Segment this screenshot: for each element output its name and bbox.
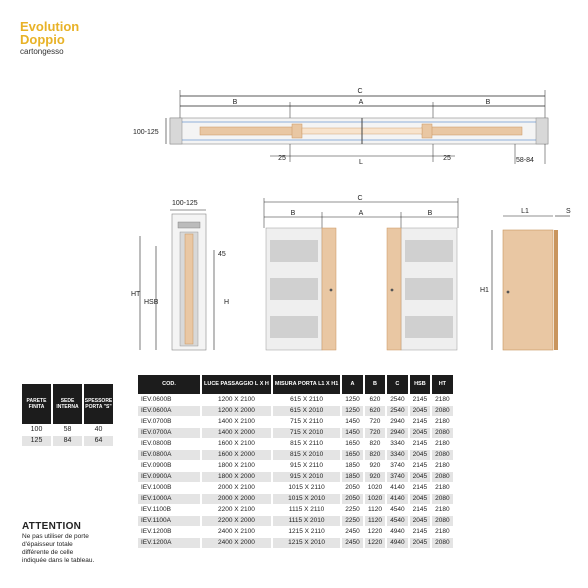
wall-thickness-table xyxy=(22,384,114,446)
table-cell: 2080 xyxy=(432,406,452,416)
table-cell: IEV.1100B xyxy=(141,506,171,513)
table-cell: 3340 xyxy=(390,440,405,447)
table-cell: 1020 xyxy=(367,484,383,491)
table-cell: 2000 X 2100 xyxy=(218,484,255,491)
dim-width-top: 100-125 xyxy=(133,129,159,136)
table-row xyxy=(138,527,453,537)
table-cell: 1120 xyxy=(365,516,385,526)
table-cell: 2080 xyxy=(432,428,452,438)
table-cell: 2200 X 2100 xyxy=(218,506,255,513)
side-header-cell: PARETE FINITA xyxy=(22,384,51,424)
table-cell: 2080 xyxy=(432,450,452,460)
table-cell: 2180 xyxy=(435,396,450,403)
table-cell: 1215 X 2010 xyxy=(273,538,340,548)
table-row xyxy=(138,450,453,460)
table-cell: 2145 xyxy=(412,418,428,425)
dim-h1: H1 xyxy=(480,287,489,294)
table-cell: 1200 X 2000 xyxy=(202,406,271,416)
dim-a-front: A xyxy=(358,210,364,217)
table-cell: 2540 xyxy=(390,396,405,403)
table-cell: 2180 xyxy=(435,484,450,491)
dim-b-right-top: B xyxy=(485,99,491,106)
table-cell: 2180 xyxy=(435,506,450,513)
col-header-b: B xyxy=(365,375,385,394)
plan-view xyxy=(133,88,548,166)
title-line-1: Evolution xyxy=(20,19,80,34)
table-cell: 1200 X 2100 xyxy=(218,396,255,403)
col-header-door: MISURA PORTA L1 X H1 xyxy=(273,375,340,394)
table-cell: 2180 xyxy=(435,462,450,469)
attention-line: d'épaisseur totale xyxy=(22,541,73,548)
table-cell: IEV.0900B xyxy=(141,462,172,469)
side-cell: 125 xyxy=(22,436,51,446)
table-cell: 2145 xyxy=(412,462,428,469)
table-row xyxy=(138,494,453,504)
side-cell: 100 xyxy=(30,426,43,433)
dim-l1: L1 xyxy=(521,208,529,215)
table-row xyxy=(138,505,453,515)
table-cell: IEV.1000A xyxy=(138,494,200,504)
table-cell: 2045 xyxy=(410,494,430,504)
table-cell: 2045 xyxy=(410,516,430,526)
table-cell: IEV.1200B xyxy=(141,528,172,535)
table-cell: 715 X 2010 xyxy=(273,428,340,438)
dim-gap-left: 25 xyxy=(278,155,286,162)
table-cell: IEV.0700A xyxy=(138,428,200,438)
col-header-code: COD. xyxy=(138,375,200,394)
table-cell: 4540 xyxy=(390,506,405,513)
table-cell: IEV.1000B xyxy=(141,484,172,491)
table-cell: 815 X 2110 xyxy=(290,440,323,447)
side-table-row xyxy=(22,425,114,435)
table-cell: 2940 xyxy=(387,428,407,438)
section-view xyxy=(131,200,229,350)
table-cell: 615 X 2010 xyxy=(273,406,340,416)
table-cell: 2045 xyxy=(410,406,430,416)
table-body xyxy=(138,395,453,548)
table-row xyxy=(138,395,453,405)
side-table-row xyxy=(22,436,114,446)
table-cell: 4540 xyxy=(387,516,407,526)
dim-gap-right: 25 xyxy=(443,155,451,162)
dim-b-left-front: B xyxy=(290,210,296,217)
table-header-row xyxy=(138,375,453,394)
table-cell: 1120 xyxy=(367,506,382,513)
table-cell: 1250 xyxy=(342,406,362,416)
table-cell: 2145 xyxy=(412,506,428,513)
table-cell: 615 X 2110 xyxy=(290,396,323,403)
table-cell: IEV.0600A xyxy=(138,406,200,416)
table-cell: 1800 X 2000 xyxy=(202,472,271,482)
dim-b-left-top: B xyxy=(232,99,238,106)
table-cell: 1220 xyxy=(367,528,383,535)
table-cell: 920 xyxy=(369,462,381,469)
table-cell: 1650 xyxy=(345,440,360,447)
dim-l-top: L xyxy=(359,159,363,166)
table-cell: 1115 X 2010 xyxy=(273,516,340,526)
col-header-hsb: HSB xyxy=(410,375,430,394)
table-cell: 2145 xyxy=(412,484,428,491)
table-cell: IEV.1100A xyxy=(138,516,200,526)
table-cell: 3340 xyxy=(387,450,407,460)
dim-hsb: HSB xyxy=(144,299,159,306)
table-row xyxy=(138,417,453,427)
side-cell: 84 xyxy=(53,436,82,446)
table-cell: 2180 xyxy=(435,528,450,535)
table-cell: 4940 xyxy=(390,528,405,535)
table-cell: 4940 xyxy=(387,538,407,548)
table-cell: 2045 xyxy=(410,428,430,438)
table-cell: 1400 X 2000 xyxy=(202,428,271,438)
dim-h: H xyxy=(224,299,230,306)
dim-side-top: 58-84 xyxy=(516,157,534,164)
table-cell: 2400 X 2000 xyxy=(202,538,271,548)
dim-45: 45 xyxy=(218,251,226,258)
table-cell: 2400 X 2100 xyxy=(218,528,255,535)
table-cell: 2045 xyxy=(410,450,430,460)
table-cell: 2180 xyxy=(435,440,450,447)
dimensions-table xyxy=(136,374,455,549)
table-cell: 715 X 2110 xyxy=(290,418,323,425)
table-cell: 1450 xyxy=(345,418,360,425)
table-cell: 1650 xyxy=(342,450,362,460)
table-cell: 915 X 2010 xyxy=(273,472,340,482)
side-cell: 58 xyxy=(63,426,72,433)
attention-heading: ATTENTION xyxy=(22,521,82,532)
table-cell: 1215 X 2110 xyxy=(288,528,325,535)
table-cell: IEV.1200A xyxy=(138,538,200,548)
table-row xyxy=(138,472,453,482)
table-cell: 620 xyxy=(365,406,385,416)
dim-s: S xyxy=(566,208,571,215)
table-row xyxy=(138,516,453,526)
table-cell: 815 X 2010 xyxy=(273,450,340,460)
side-cell: 40 xyxy=(94,426,103,433)
col-header-passage: LUCE PASSAGGIO L X H xyxy=(202,375,271,394)
table-cell: 2045 xyxy=(410,538,430,548)
attention-line: Ne pas utiliser de porte xyxy=(22,533,89,540)
table-cell: IEV.0800B xyxy=(141,440,172,447)
table-cell: 1850 xyxy=(345,462,360,469)
page-subtitle: cartongesso xyxy=(20,47,64,56)
table-cell: 820 xyxy=(369,440,381,447)
table-cell: IEV.0600B xyxy=(141,396,172,403)
table-row xyxy=(138,406,453,416)
dim-width-section: 100-125 xyxy=(172,200,198,207)
table-cell: 1250 xyxy=(345,396,360,403)
table-cell: 1015 X 2110 xyxy=(288,484,325,491)
side-table-header xyxy=(22,384,114,424)
table-cell: 2450 xyxy=(345,528,360,535)
table-cell: 1015 X 2010 xyxy=(273,494,340,504)
table-row xyxy=(138,428,453,438)
col-header-a: A xyxy=(342,375,362,394)
table-cell: 1600 X 2100 xyxy=(218,440,255,447)
col-header-c: C xyxy=(387,375,407,394)
table-cell: 1850 xyxy=(342,472,362,482)
front-view xyxy=(264,195,458,350)
door-leaf-view xyxy=(480,208,571,350)
table-cell: 3740 xyxy=(390,462,405,469)
table-cell: 4140 xyxy=(387,494,407,504)
table-row xyxy=(138,439,453,449)
table-cell: 2940 xyxy=(390,418,405,425)
dim-b-right-front: B xyxy=(427,210,433,217)
table-cell: IEV.0700B xyxy=(141,418,172,425)
table-cell: 1800 X 2100 xyxy=(218,462,255,469)
side-cell: 64 xyxy=(84,436,113,446)
table-cell: 720 xyxy=(365,428,385,438)
table-cell: 1600 X 2000 xyxy=(202,450,271,460)
table-cell: IEV.0900A xyxy=(138,472,200,482)
table-cell: 720 xyxy=(369,418,381,425)
table-cell: 1115 X 2110 xyxy=(288,506,325,513)
table-cell: 2080 xyxy=(432,516,452,526)
side-header-cell: SEDE INTERNA xyxy=(53,384,82,424)
table-cell: 915 X 2110 xyxy=(290,462,323,469)
side-header-cell: SPESSORE PORTA "S" xyxy=(84,384,113,424)
table-cell: 920 xyxy=(365,472,385,482)
table-cell: 2000 X 2000 xyxy=(202,494,271,504)
table-row xyxy=(138,461,453,471)
table-cell: 3740 xyxy=(387,472,407,482)
dim-c-top: C xyxy=(357,88,363,95)
table-cell: 2250 xyxy=(342,516,362,526)
table-cell: 620 xyxy=(369,396,381,403)
dim-c-front: C xyxy=(357,195,363,202)
table-cell: 2050 xyxy=(342,494,362,504)
table-cell: 1450 xyxy=(342,428,362,438)
attention-line: indiquée dans le tableau. xyxy=(22,557,95,564)
title-line-2: Doppio xyxy=(20,32,65,47)
table-cell: 2180 xyxy=(435,418,450,425)
table-cell: 4140 xyxy=(390,484,405,491)
table-cell: 2145 xyxy=(412,440,428,447)
table-row xyxy=(138,538,453,548)
dim-ht: HT xyxy=(131,291,141,298)
table-cell: IEV.0800A xyxy=(138,450,200,460)
table-cell: 2145 xyxy=(412,396,428,403)
dim-a-top: A xyxy=(358,99,364,106)
table-cell: 2080 xyxy=(432,494,452,504)
attention-line: différente de celle xyxy=(22,549,74,556)
table-cell: 1400 X 2100 xyxy=(218,418,255,425)
table-cell: 2250 xyxy=(345,506,360,513)
table-cell: 820 xyxy=(365,450,385,460)
table-cell: 1020 xyxy=(365,494,385,504)
table-cell: 2540 xyxy=(387,406,407,416)
col-header-ht: HT xyxy=(432,375,452,394)
table-cell: 2145 xyxy=(412,528,428,535)
table-cell: 2080 xyxy=(432,472,452,482)
table-cell: 2050 xyxy=(345,484,360,491)
table-row xyxy=(138,483,453,493)
table-cell: 1220 xyxy=(365,538,385,548)
table-cell: 2450 xyxy=(342,538,362,548)
table-cell: 2080 xyxy=(432,538,452,548)
table-cell: 2200 X 2000 xyxy=(202,516,271,526)
table-cell: 2045 xyxy=(410,472,430,482)
attention-note xyxy=(22,521,132,564)
